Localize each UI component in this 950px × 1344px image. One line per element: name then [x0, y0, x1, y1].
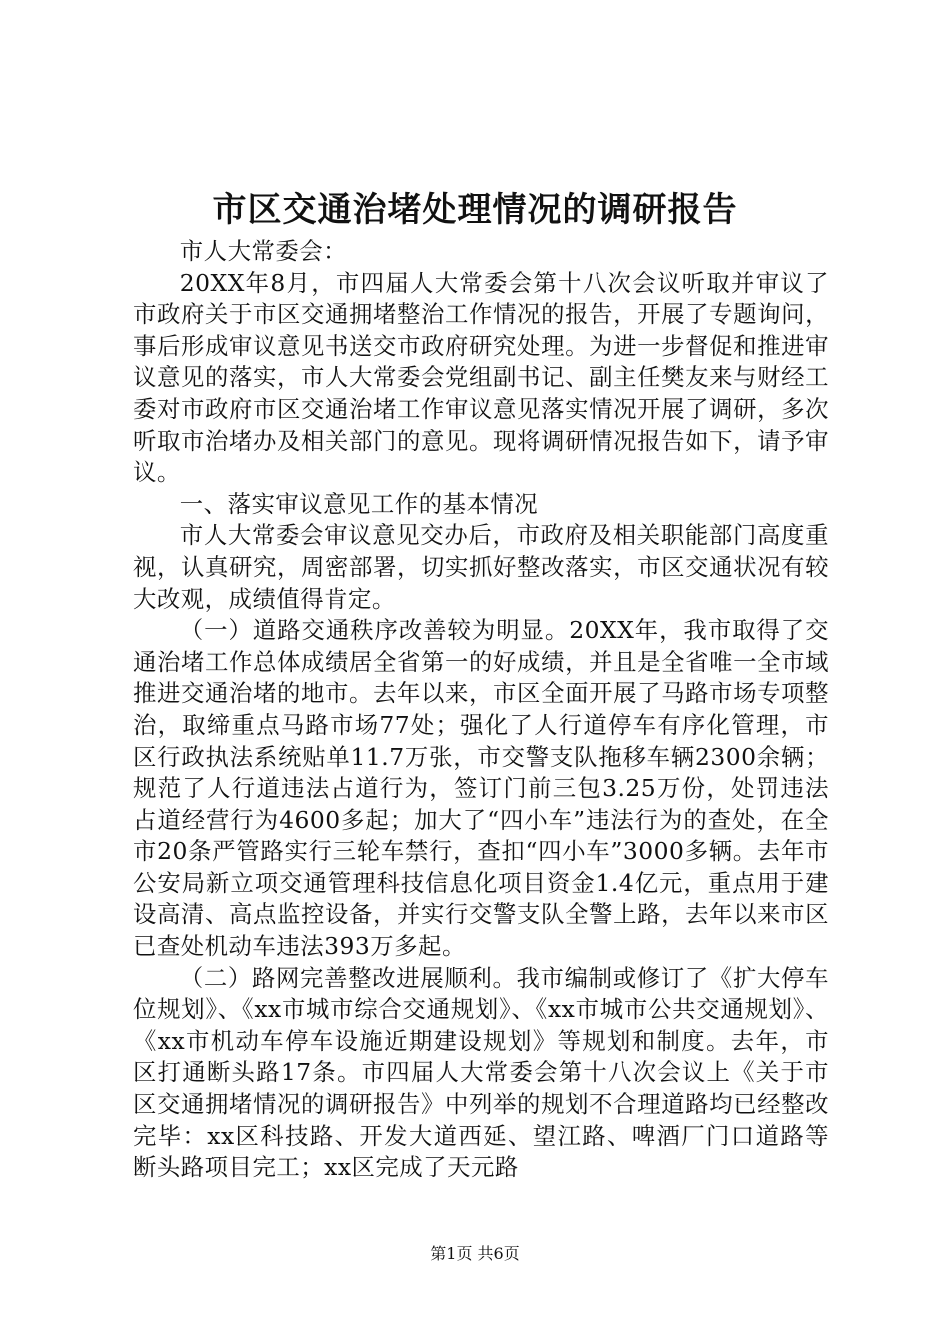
salutation: 市人大常委会：: [179, 237, 348, 265]
paragraph-section-1-summary: 市人大常委会审议意见交办后，市政府及相关职能部门高度重视，认真研究，周密部署，切实抓好整改落实，市区交通状况有较大改观，成绩值得肯定。: [133, 521, 829, 613]
document-body: [133, 236, 829, 1184]
paragraph-intro: 20XX年8月，市四届人大常委会第十八次会议听取并审议了市政府关于市区交通拥堵整治工作情况的报告，开展了专题询问，事后形成审议意见书送交市政府研究处理。为进一步督促和推进审议意见的落实，市人大常委会党组副书记、副主任樊友来与财经工委对市政府市区交通治堵工作审议意见落实情况开展了调研，多次听取市治堵办及相关部门的意见。现将调研情况报告如下，请予审议。: [133, 268, 829, 487]
page-indicator: 第1页 共6页: [430, 1244, 520, 1263]
paragraph-road-network: （二）路网完善整改进展顺利。我市编制或修订了《扩大停车位规划》、《xx市城市综合交通规划》、《xx市城市公共交通规划》、《xx市机动车停车设施近期建设规划》等规划和制度。去年，市区打通断头路17条。市四届人大常委会第十八次会议上《关于市区交通拥堵情况的调研报告》中列举的规划不合理道路均已经整改完毕：xx区科技路、开发大道西延、望江路、啤酒厂门口道路等断头路项目完工；xx区完成了天元路: [133, 963, 829, 1182]
document-title: 市区交通治堵处理情况的调研报告: [212, 190, 738, 230]
paragraph-traffic-order: （一）道路交通秩序改善较为明显。20XX年，我市取得了交通治堵工作总体成绩居全省第一的好成绩，并且是全省唯一全市域推进交通治堵的地市。去年以来，市区全面开展了马路市场专项整治，取缔重点马路市场77处；强化了人行道停车有序化管理，市区行政执法系统贴单11.7万张，市交警支队拖移车辆2300余辆；规范了人行道违法占道行为，签订门前三包3.25万份，处罚违法占道经营行为4600多起；加大了“四小车”违法行为的查处，在全市20条严管路实行三轮车禁行，查扣“四小车”3000多辆。去年市公安局新立项交通管理科技信息化项目资金1.4亿元，重点用于建设高清、高点监控设备，并实行交警支队全警上路，去年以来市区已查处机动车违法393万多起。: [133, 616, 829, 961]
section-heading-1: 一、落实审议意见工作的基本情况: [179, 489, 539, 518]
